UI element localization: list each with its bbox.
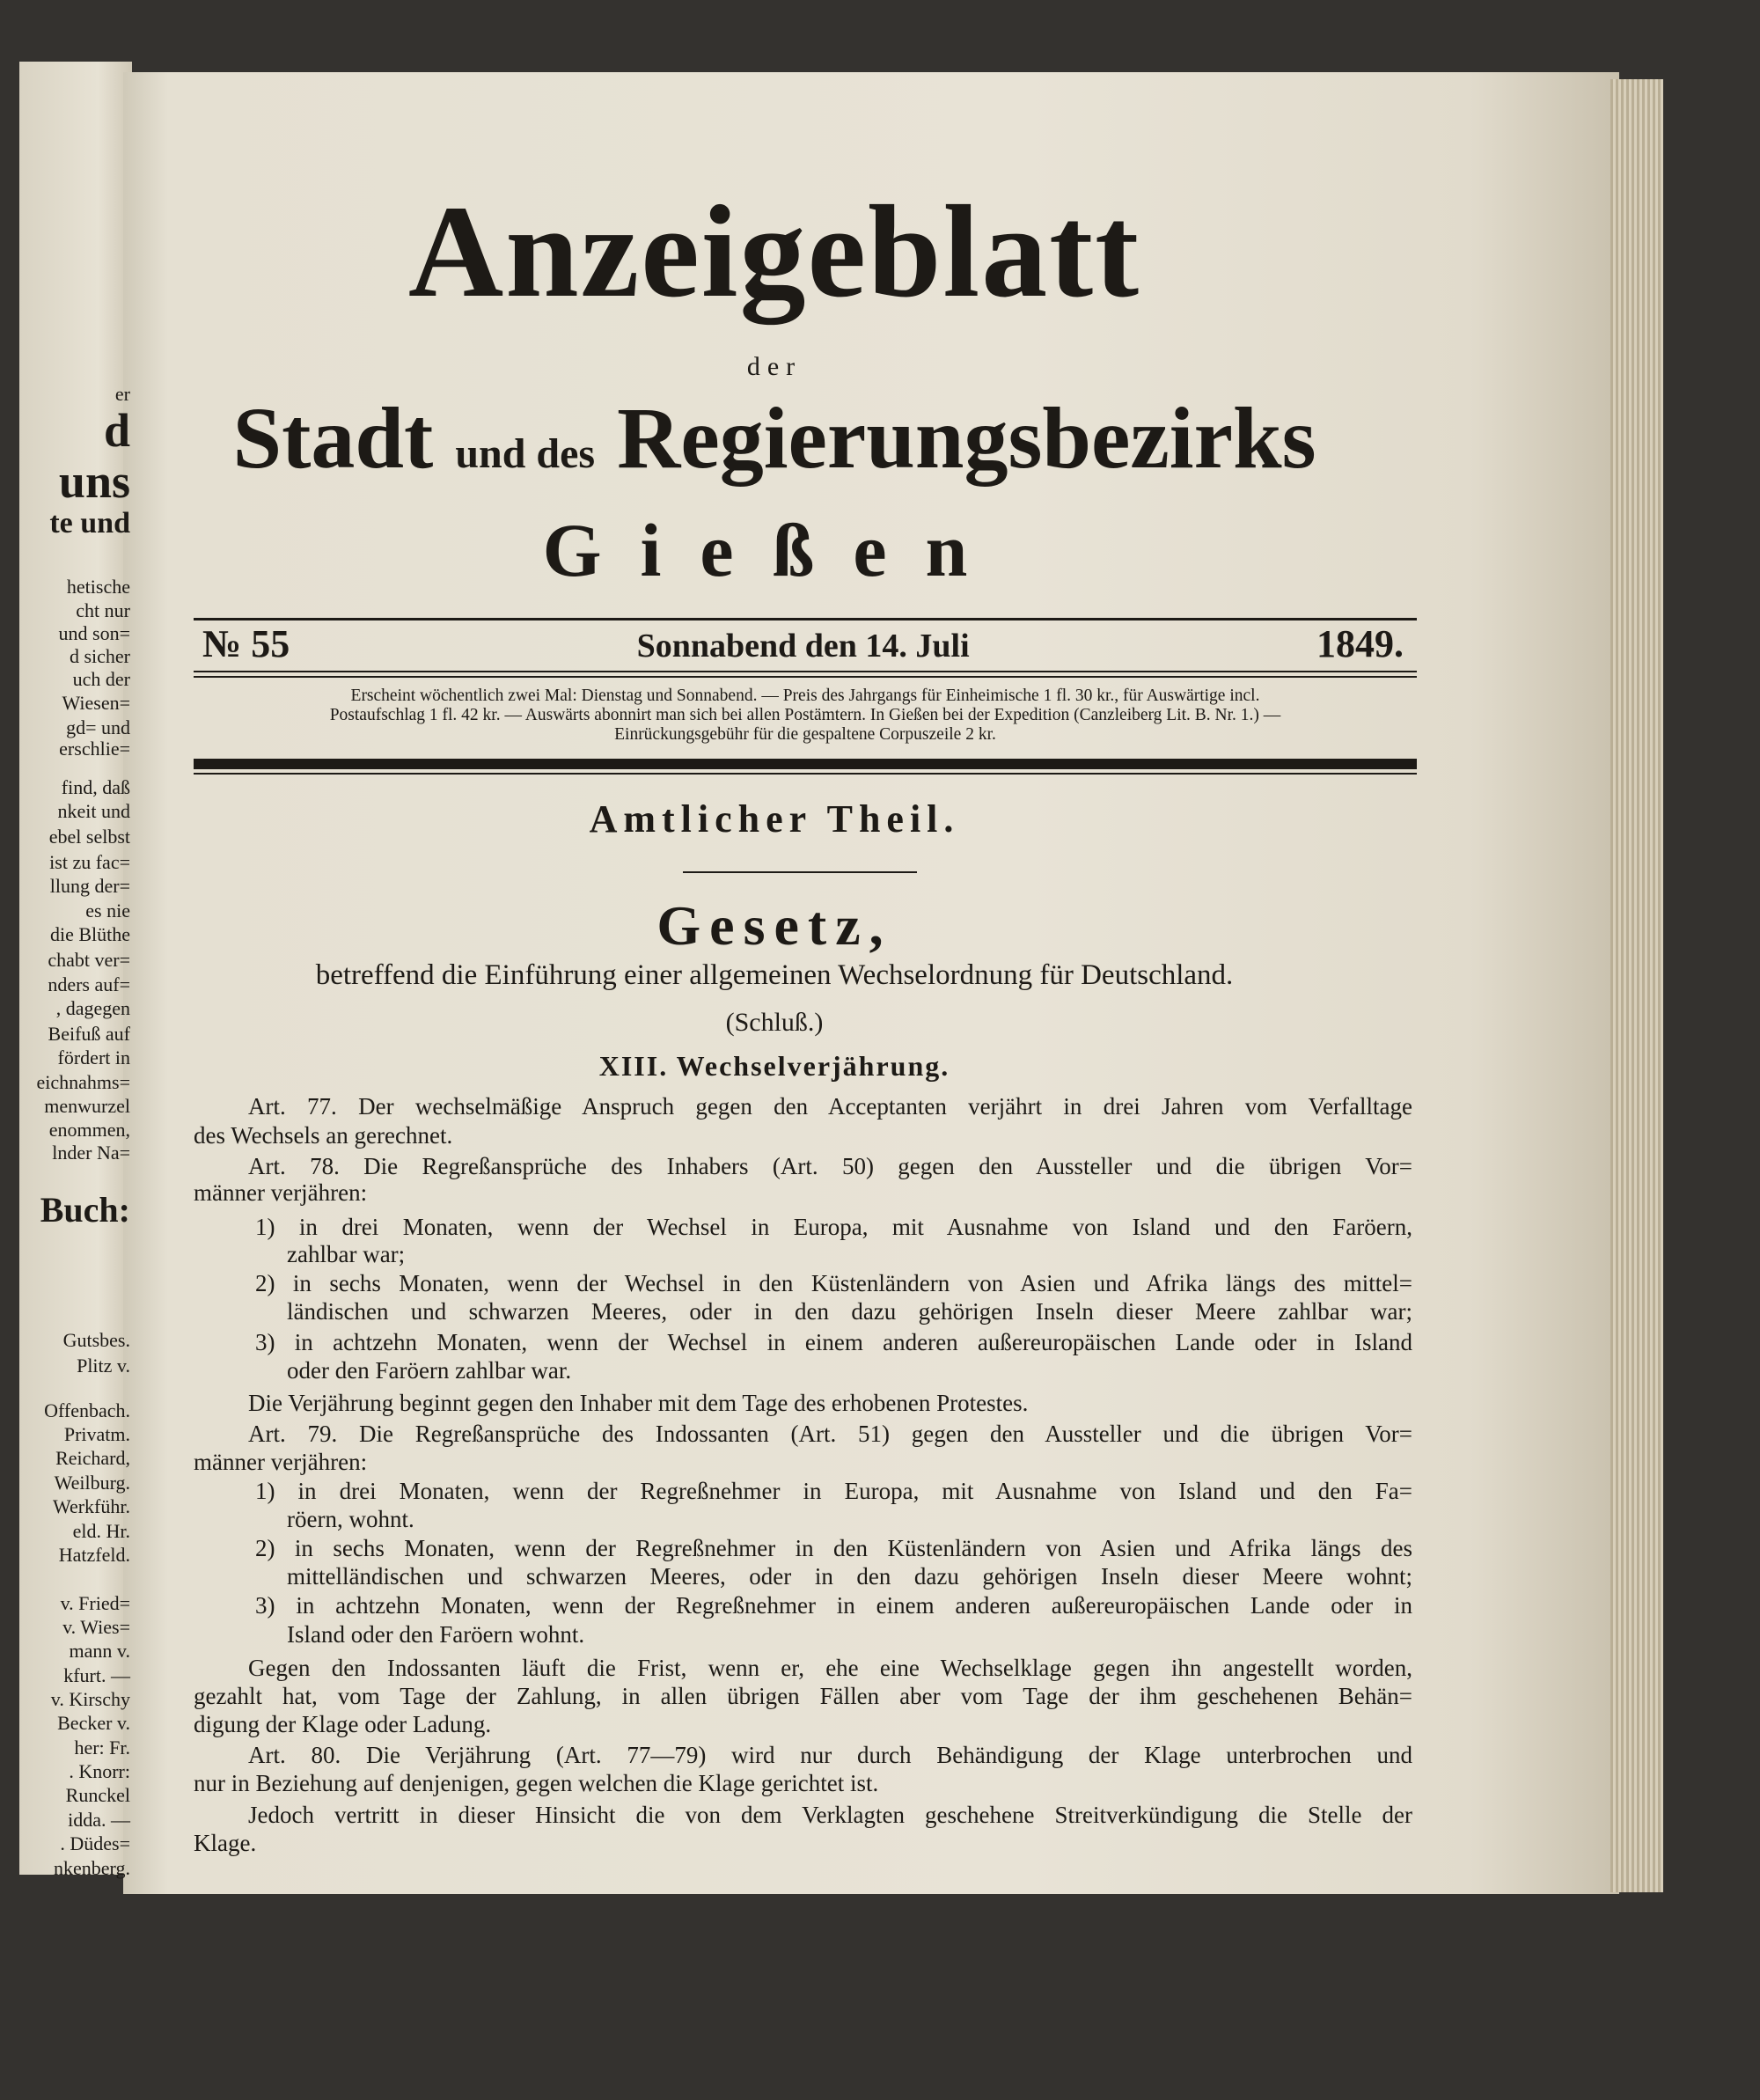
left-page-fragment: er bbox=[114, 383, 130, 405]
subscription-line: Erscheint wöchentlich zwei Mal: Dienstag und Sonnabend. — Preis des Jahrgangs für Einheimische 1 fl. 30 kr., für Auswärtige incl. bbox=[350, 687, 1260, 705]
left-page-fragment: uch der bbox=[72, 668, 130, 690]
masthead-und-des: und des bbox=[455, 430, 596, 477]
left-page-fragment: es nie bbox=[85, 899, 130, 922]
left-page-fragment: Offenbach. bbox=[44, 1399, 130, 1421]
left-page-fragment: chabt ver= bbox=[48, 949, 130, 971]
issue-year: 1849. bbox=[1316, 622, 1404, 665]
masthead-subtitle bbox=[123, 387, 1426, 488]
left-page-fragment: Beifuß auf bbox=[48, 1023, 130, 1045]
body-line: Klage. bbox=[194, 1830, 257, 1856]
left-page-fragment: cht nur bbox=[76, 599, 130, 621]
law-heading: Gesetz, bbox=[656, 894, 892, 957]
left-page-fragment: ist zu fac= bbox=[49, 851, 130, 873]
rule-top bbox=[194, 618, 1417, 620]
body-line: 2) in sechs Monaten, wenn der Wechsel in den Küstenländern von Asien und Afrika längs des mittel= bbox=[255, 1270, 1412, 1296]
left-page-fragment: idda. — bbox=[68, 1809, 130, 1831]
subscription-line: Einrückungsgebühr für die gespaltene Corpuszeile 2 kr. bbox=[614, 725, 996, 744]
left-page-fragment: v. Wies= bbox=[62, 1616, 130, 1638]
left-page-fragment: gd= und bbox=[66, 716, 130, 738]
law-subtitle: betreffend die Einführung einer allgemeinen Wechselordnung für Deutschland. bbox=[315, 959, 1234, 991]
body-line: oder den Faröern zahlbar war. bbox=[287, 1357, 572, 1384]
left-page-fragment: kfurt. — bbox=[63, 1664, 130, 1686]
body-line: 1) in drei Monaten, wenn der Wechsel in Europa, mit Ausnahme von Island und den Faröern, bbox=[255, 1214, 1412, 1240]
page-stack-edges bbox=[1610, 79, 1663, 1892]
left-page-fragment: . Knorr: bbox=[69, 1760, 130, 1782]
body-line: ländischen und schwarzen Meeres, oder in den dazu gehörigen Inseln dieser Meere zahlbar war; bbox=[287, 1298, 1412, 1325]
left-page-fragment: Gutsbes. bbox=[62, 1329, 130, 1351]
left-page-fragment: llung der= bbox=[49, 875, 130, 897]
left-page-fragment: menwurzel bbox=[44, 1095, 130, 1117]
body-line: röern, wohnt. bbox=[287, 1506, 414, 1532]
body-line: 2) in sechs Monaten, wenn der Regreßnehmer in den Küstenländern von Asien und Afrika längs des bbox=[255, 1535, 1412, 1561]
body-line: Island oder den Faröern wohnt. bbox=[287, 1621, 585, 1648]
masthead-regierungsbezirks: Regierungsbezirks bbox=[617, 389, 1316, 487]
left-page-fragment: uns bbox=[58, 455, 130, 508]
body-line: 1) in drei Monaten, wenn der Regreßnehmer in Europa, mit Ausnahme von Island und den Fa= bbox=[255, 1478, 1412, 1504]
body-line: Art. 77. Der wechselmäßige Anspruch gegen den Acceptanten verjährt in drei Jahren vom Verfalltage bbox=[248, 1093, 1412, 1120]
left-page-fragment: find, daß bbox=[61, 776, 130, 798]
body-line: gezahlt hat, vom Tage der Zahlung, in allen übrigen Fällen aber vom Tage der ihm geschehenen Behän= bbox=[194, 1683, 1412, 1709]
chapter-heading: XIII. Wechselverjährung. bbox=[598, 1050, 950, 1082]
body-line: des Wechsels an gerechnet. bbox=[194, 1122, 453, 1149]
masthead-stadt: Stadt bbox=[232, 389, 434, 487]
body-line: Art. 79. Die Regreßansprüche des Indossanten (Art. 51) gegen den Aussteller und die übrigen Vor= bbox=[248, 1421, 1412, 1447]
body-line: nur in Beziehung auf denjenigen, gegen welchen die Klage gerichtet ist. bbox=[194, 1770, 879, 1796]
left-page-fragment: Runckel bbox=[65, 1784, 130, 1806]
body-line: Art. 80. Die Verjährung (Art. 77—79) wird nur durch Behändigung der Klage unterbrochen und bbox=[248, 1742, 1412, 1768]
body-line: digung der Klage oder Ladung. bbox=[194, 1711, 492, 1737]
rule-thin bbox=[194, 773, 1417, 775]
left-page-fragment: v. Fried= bbox=[60, 1592, 130, 1614]
body-line: 3) in achtzehn Monaten, wenn der Wechsel in einem anderen außereuropäischen Lande oder in Island bbox=[255, 1329, 1412, 1355]
left-page-fragment: Hatzfeld. bbox=[58, 1544, 130, 1566]
body-line: Jedoch vertritt in dieser Hinsicht die von dem Verklagten geschehene Streitverkündigung die Stelle der bbox=[248, 1802, 1412, 1828]
left-page-fragment: v. Kirschy bbox=[50, 1688, 130, 1710]
rule-thick bbox=[194, 759, 1417, 769]
body-line: männer verjähren: bbox=[194, 1449, 368, 1475]
left-page-fragment: , dagegen bbox=[55, 997, 130, 1019]
left-page-fragment: Plitz v. bbox=[77, 1355, 130, 1377]
left-page-fragment: her: Fr. bbox=[74, 1737, 130, 1759]
left-page-fragment: Becker v. bbox=[57, 1712, 130, 1734]
law-note: (Schluß.) bbox=[725, 1008, 824, 1037]
left-page-fragment: fördert in bbox=[57, 1046, 130, 1068]
body-line: 3) in achtzehn Monaten, wenn der Regreßnehmer in einem anderen außereuropäischen Lande oder in bbox=[255, 1592, 1412, 1619]
body-line: zahlbar war; bbox=[287, 1241, 406, 1267]
left-page-fragment: und son= bbox=[58, 622, 130, 644]
section-rule bbox=[683, 871, 917, 873]
left-page-fragment: lnder Na= bbox=[52, 1142, 130, 1164]
left-page-fragment: nkeit und bbox=[57, 800, 130, 822]
left-page-fragment: eld. Hr. bbox=[72, 1520, 130, 1542]
issue-number: № 55 bbox=[202, 622, 290, 665]
rule-double-2 bbox=[194, 676, 1417, 678]
left-page-fragment: Reichard, bbox=[55, 1447, 130, 1469]
left-page-fragment: d bbox=[103, 404, 130, 457]
left-page-fragment: nders auf= bbox=[48, 973, 130, 995]
subscription-info bbox=[194, 687, 1417, 745]
left-page-fragment: erschlie= bbox=[59, 738, 130, 760]
left-page-fragment: d sicher bbox=[69, 645, 130, 667]
left-page-fragment: te und bbox=[49, 507, 130, 540]
left-page-fragment: mann v. bbox=[69, 1640, 130, 1662]
left-page-fragment: nkenberg. bbox=[54, 1857, 130, 1879]
masthead-title: Anzeigeblatt bbox=[407, 179, 1141, 325]
left-page-fragment: Weilburg. bbox=[54, 1472, 130, 1494]
left-page-fragment: Werkführ. bbox=[52, 1495, 130, 1517]
left-page-fragment: Privatm. bbox=[63, 1423, 130, 1445]
subscription-line: Postaufschlag 1 fl. 42 kr. — Auswärts abonnirt man sich bei allen Postämtern. In Gießen bei der Expedition (Canzleiberg Lit. B. Nr. 1.) — bbox=[329, 706, 1281, 724]
left-page-fragment: hetische bbox=[66, 576, 130, 598]
issue-line bbox=[202, 621, 1404, 666]
left-page-fragment: die Blüthe bbox=[49, 923, 130, 945]
left-page-fragment: ebel selbst bbox=[48, 826, 130, 848]
body-line: Die Verjährung beginnt gegen den Inhaber mit dem Tage des erhobenen Protestes. bbox=[248, 1390, 1029, 1416]
left-page-fragment: . Düdes= bbox=[60, 1832, 130, 1854]
body-line: Gegen den Indossanten läuft die Frist, wenn er, ehe eine Wechselklage gegen ihn angestellt worden, bbox=[248, 1655, 1412, 1681]
masthead-der: der bbox=[746, 352, 803, 381]
left-page-fragment: enommen, bbox=[48, 1119, 130, 1141]
left-page-fragment: eichnahms= bbox=[36, 1071, 130, 1093]
body-line: Art. 78. Die Regreßansprüche des Inhabers (Art. 50) gegen den Aussteller und die übrigen Vor= bbox=[248, 1153, 1412, 1179]
left-page-fragment: Wiesen= bbox=[62, 692, 130, 714]
body-line: mittelländischen und schwarzen Meeres, oder in den dazu gehörigen Inseln dieser Meere wohnt; bbox=[287, 1563, 1412, 1590]
body-line: männer verjähren: bbox=[194, 1179, 368, 1206]
issue-date: Sonnabend den 14. Juli bbox=[636, 628, 970, 665]
masthead-city: Gießen bbox=[542, 508, 1007, 592]
rule-double-1 bbox=[194, 671, 1417, 672]
section-heading: Amtlicher Theil. bbox=[589, 797, 960, 841]
left-page-fragment: Buch: bbox=[40, 1190, 130, 1230]
